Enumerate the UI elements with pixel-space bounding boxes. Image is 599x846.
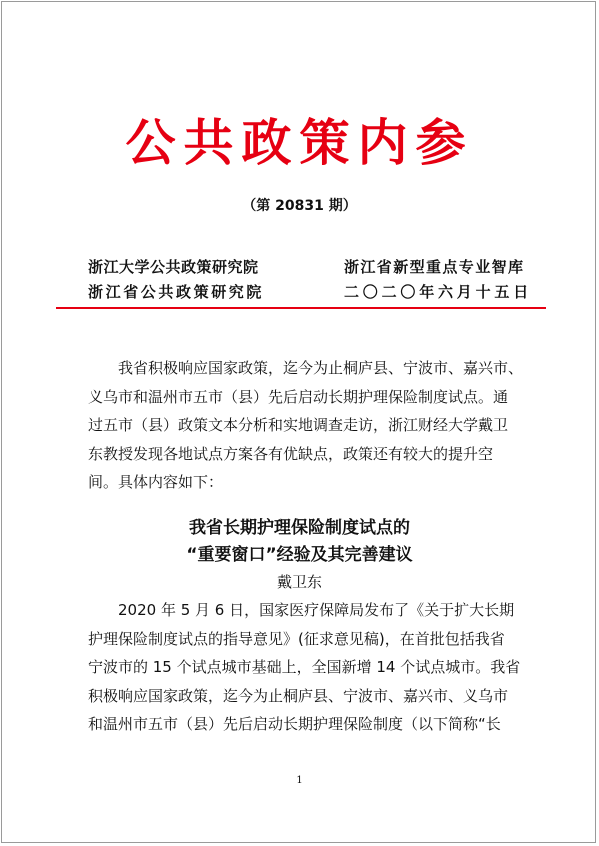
header-red-rule [56,307,546,309]
article-author: 戴卫东 [276,573,322,591]
summary-line: 过五市（县）政策文本分析和实地调查走访，浙江财经大学戴卫 [88,416,509,434]
publish-date: 二〇二〇年六月十五日 [344,283,533,301]
summary-line: 东教授发现各地试点方案各有优缺点，政策还有较大的提升空 [88,444,494,463]
masthead-title: 公共政策内参 [125,113,474,172]
org-left-1: 浙江大学公共政策研究院 [88,258,259,276]
summary-line: 义乌市和温州市五市（县）先后启动长期护理保险制度试点。通 [88,387,509,406]
page-number: 1 [296,775,303,786]
org-right-1: 浙江省新型重点专业智库 [344,258,525,276]
org-left-2: 浙江省公共政策研究院 [88,283,265,301]
body-line: 和温州市五市（县）先后启动长期护理保险制度（以下简称“长 [88,715,501,733]
summary-line: 间。具体内容如下： [88,473,224,491]
body-line: 2020 年 5 月 6 日，国家医疗保障局发布了《关于扩大长期 [118,601,515,619]
body-line: 护理保险制度试点的指导意见》(征求意见稿)，在首批包括我省 [88,629,505,648]
issue-number: （第 20831 期） [242,198,357,214]
summary-paragraph [88,354,528,497]
summary-line: 我省积极响应国家政策，迄今为止桐庐县、宁波市、嘉兴市、 [118,359,524,377]
article-title-line-2: “重要窗口”经验及其完善建议 [186,545,413,565]
article-title-line-1: 我省长期护理保险制度试点的 [189,518,410,538]
article-body-paragraph [88,596,528,739]
body-line: 积极响应国家政策，迄今为止桐庐县、宁波市、嘉兴市、义乌市 [88,686,509,705]
body-line: 宁波市的 15 个试点城市基础上，全国新增 14 个试点城市。我省 [88,658,521,676]
